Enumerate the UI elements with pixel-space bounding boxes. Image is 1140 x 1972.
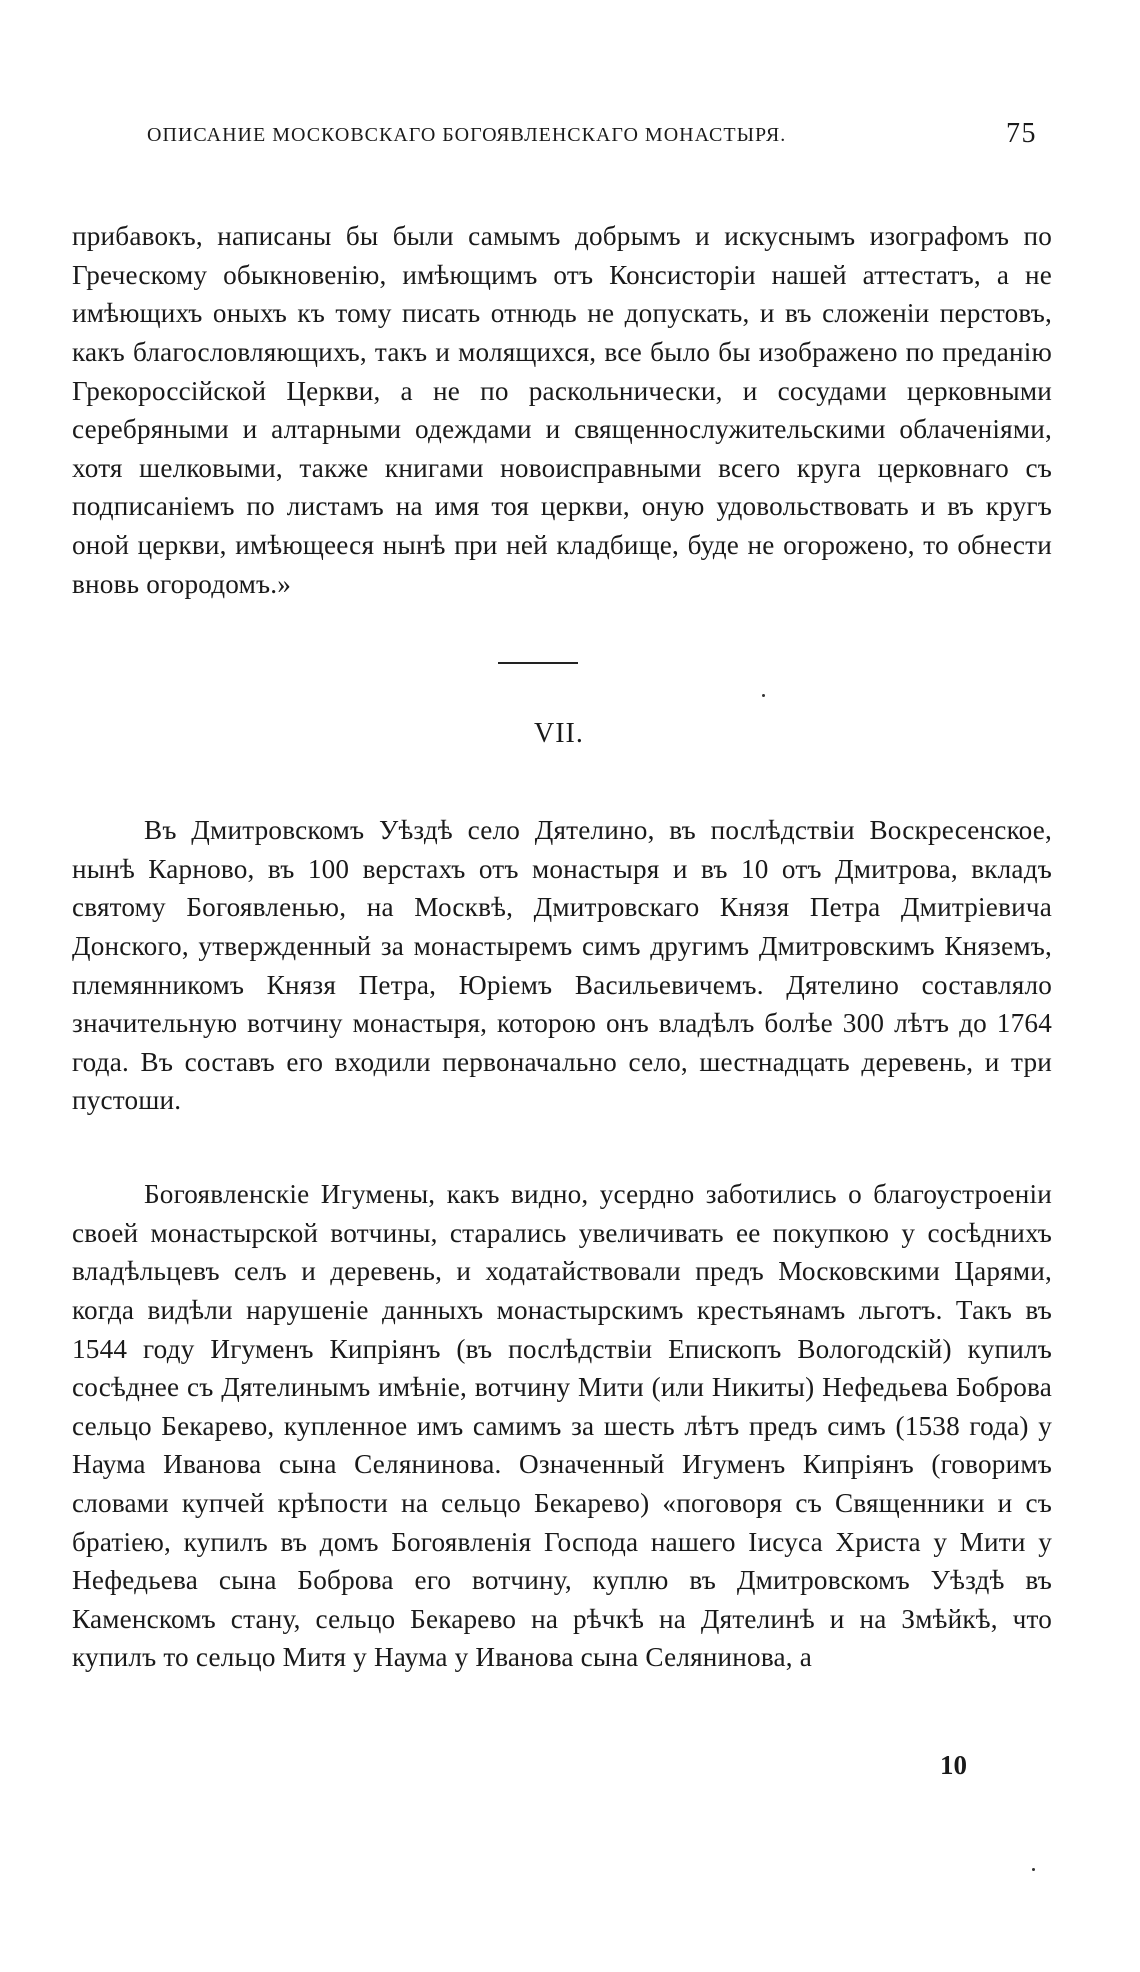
paragraph-dyatelino: Въ Дмитровскомъ Уѣздѣ село Дятелино, въ послѣдствіи Воскресенское, нынѣ Карново, въ 100 верстахъ отъ монастыря и въ 10 отъ Дмитрова, вкладъ святому Богоявленью, на Москвѣ, Дмитровскаго Князя Петра Дмитріевича Донского, утвержденный за монастыремъ симъ другимъ Дмитровскимъ Княземъ, племянникомъ Князя Петра, Юріемъ Васильевичемъ. Дятелино составляло значительную вотчину монастыря, которою онъ владѣлъ болѣе 300 лѣтъ до 1764 года. Въ составъ его входили первоначально село, шестнадцать деревень, и три пустоши. [72, 815, 1052, 1116]
running-title: ОПИСАНИЕ МОСКОВСКАГО БОГОЯВЛЕНСКАГО МОНАСТЫРЯ. [147, 124, 787, 146]
print-speck [1032, 1868, 1035, 1871]
print-speck [762, 694, 765, 697]
running-head [137, 118, 1037, 158]
section-divider [498, 662, 578, 664]
page-number: 75 [1006, 118, 1037, 149]
signature-mark: 10 [940, 1750, 967, 1780]
paragraph-igumens: Богоявленскіе Игумены, какъ видно, усердно заботились о благоустроеніи своей монастырской вотчины, старались увеличивать ее покупкою у сосѣднихъ владѣльцевъ селъ и деревень, и ходатайствовали предъ Московскими Царями, когда видѣли нарушеніе данныхъ монастырскимъ крестьянамъ льготъ. Такъ въ 1544 году Игуменъ Кипріянъ (въ послѣдствіи Епископъ Вологодскій) купилъ сосѣднее съ Дятелинымъ имѣніе, вотчину Мити (или Никиты) Нефедьева Боброва сельцо Бекарево, купленное имъ самимъ за шесть лѣтъ предъ симъ (1538 года) у Наума Иванова сына Селянинова. Означенный Игуменъ Кипріянъ (говоримъ словами купчей крѣпости на сельцо Бекарево) «поговоря съ Священники и съ братіею, купилъ въ домъ Богоявленія Господа нашего Іисуса Христа у Мити у Нефедьева сына Боброва его вотчину, куплю въ Дмитровскомъ Уѣздѣ въ Каменскомъ стану, сельцо Бекарево на рѣчкѣ на Дятелинѣ и на Змѣйкѣ, что купилъ то сельцо Митя у Наума у Иванова сына Селянинова, а [72, 1179, 1052, 1673]
paragraph-continuation: прибавокъ, написаны бы были самымъ добрымъ и искуснымъ изографомъ по Греческому обыкновенію, имѣющимъ отъ Консисторіи нашей аттестатъ, а не имѣющихъ оныхъ къ тому писать отнюдь не допускать, и въ сложеніи перстовъ, какъ благословляющихъ, такъ и молящихся, все было бы изображено по преданію Грекороссійской Церкви, а не по раскольнически, и сосудами церковными серебряными и алтарными одеждами и священнослужительскими облаченіями, хотя шелковыми, также книгами новоисправными всего круга церковнаго съ подписаніемъ по листамъ на имя тоя церкви, оную удовольствовать и въ кругъ оной церкви, имѣющееся нынѣ при ней кладбище, буде не огорожено, то обнести вновь огородомъ.» [72, 221, 1052, 599]
section-heading: VII. [534, 718, 584, 749]
